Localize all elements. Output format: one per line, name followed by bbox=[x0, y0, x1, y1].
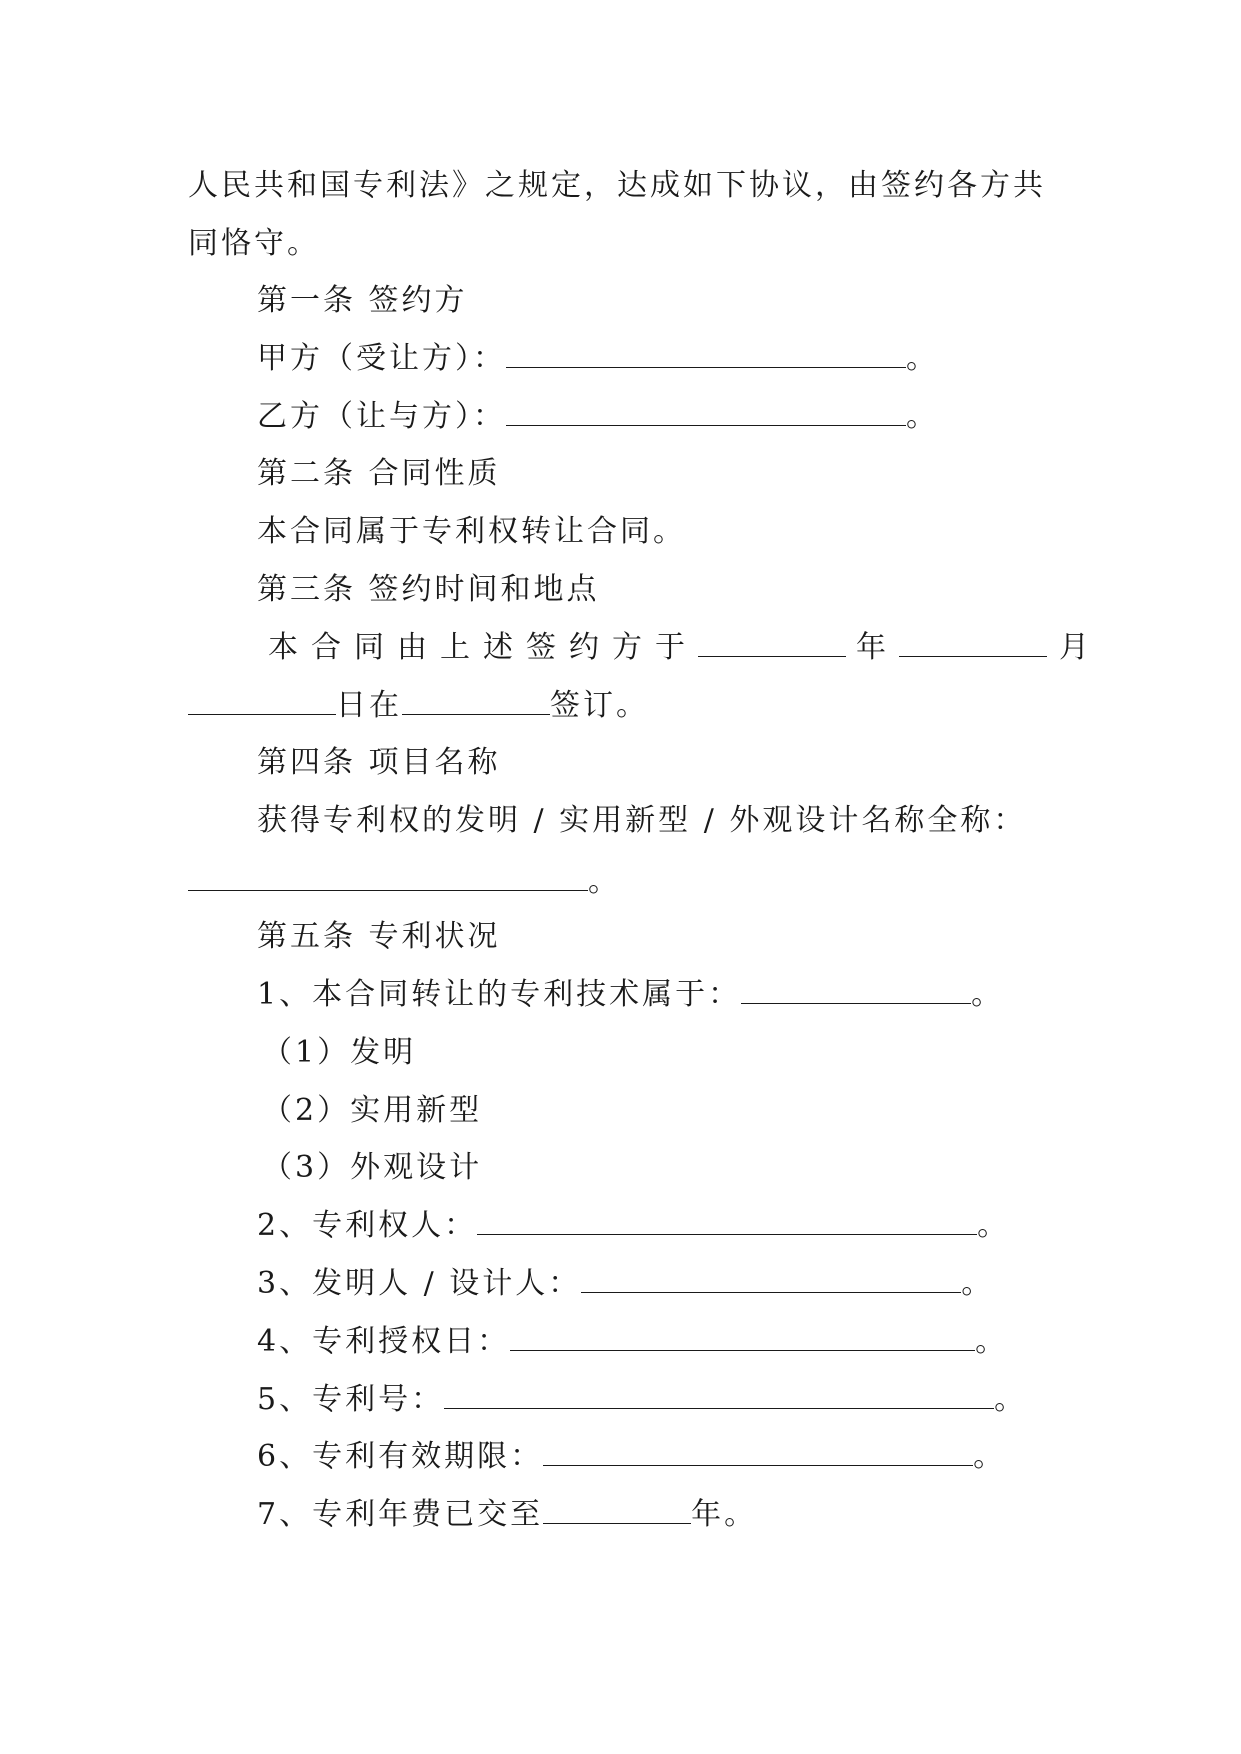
option-1 bbox=[262, 1033, 1241, 1073]
text: 。 bbox=[994, 1382, 1028, 1417]
text: 月 bbox=[1059, 630, 1092, 665]
text: 获得专利权的发明 / 实用新型 / 外观设计名称全称： bbox=[257, 803, 1027, 838]
paragraph-line bbox=[188, 166, 1241, 206]
text: 。 bbox=[971, 977, 1005, 1012]
article-4-blank-line bbox=[188, 862, 1241, 902]
text: 第五条 专利状况 bbox=[257, 919, 501, 954]
text: 第一条 签约方 bbox=[257, 283, 468, 318]
item-1 bbox=[257, 975, 1241, 1015]
day-blank bbox=[188, 688, 336, 715]
text: 2、专利权人： bbox=[257, 1208, 478, 1243]
text: （2）实用新型 bbox=[262, 1093, 483, 1128]
item-2 bbox=[257, 1206, 1241, 1246]
text: 。 bbox=[973, 1439, 1007, 1474]
text: 本合同由上述签约方于 bbox=[268, 630, 698, 665]
article-1-title bbox=[257, 281, 1241, 321]
party-b-blank bbox=[506, 399, 906, 426]
item-5 bbox=[257, 1380, 1241, 1420]
text: 年 bbox=[856, 630, 889, 665]
text: 人民共和国专利法》之规定，达成如下协议，由签约各方共 bbox=[188, 168, 1046, 203]
text: 。 bbox=[588, 864, 621, 899]
text: 4、专利授权日： bbox=[257, 1324, 511, 1359]
text: 5、专利号： bbox=[257, 1382, 445, 1417]
article-3-title bbox=[257, 570, 1241, 610]
text: 。 bbox=[961, 1266, 995, 1301]
item-2-blank bbox=[477, 1208, 977, 1235]
item-6 bbox=[257, 1437, 1241, 1477]
party-b-label: 乙方（让与方）： bbox=[257, 399, 506, 434]
party-a-line bbox=[257, 339, 1241, 379]
article-4-text bbox=[257, 801, 1241, 841]
article-2-text bbox=[257, 512, 1241, 552]
text: 1、本合同转让的专利技术属于： bbox=[257, 977, 742, 1012]
party-b-line bbox=[257, 397, 1241, 437]
item-7-blank bbox=[543, 1497, 691, 1524]
text: （3）外观设计 bbox=[262, 1150, 483, 1185]
article-4-title bbox=[257, 743, 1241, 783]
text: 。 bbox=[977, 1208, 1011, 1243]
text: 第三条 签约时间和地点 bbox=[257, 572, 600, 607]
option-2 bbox=[262, 1091, 1241, 1131]
place-blank bbox=[402, 688, 550, 715]
name-blank bbox=[188, 864, 588, 891]
year-blank bbox=[698, 630, 846, 657]
text: 。 bbox=[906, 341, 939, 376]
month-blank bbox=[899, 630, 1047, 657]
text: 6、专利有效期限： bbox=[257, 1439, 544, 1474]
text: 。 bbox=[906, 399, 939, 434]
party-a-label: 甲方（受让方）： bbox=[257, 341, 506, 376]
text: 同恪守。 bbox=[188, 226, 320, 261]
text: 3、发明人 / 设计人： bbox=[257, 1266, 582, 1301]
item-7 bbox=[257, 1495, 1241, 1535]
item-4 bbox=[257, 1322, 1241, 1362]
article-5-title bbox=[257, 917, 1241, 957]
text: 日在 bbox=[336, 688, 402, 723]
text: 第四条 项目名称 bbox=[257, 745, 501, 780]
article-3-line-1 bbox=[268, 628, 1241, 668]
article-3-line-2 bbox=[188, 686, 1241, 726]
text: 7、专利年费已交至 bbox=[257, 1497, 544, 1532]
text: （1）发明 bbox=[262, 1035, 417, 1070]
option-3 bbox=[262, 1148, 1241, 1188]
article-2-title bbox=[257, 454, 1241, 494]
item-1-blank bbox=[741, 977, 971, 1004]
item-3 bbox=[257, 1264, 1241, 1304]
item-3-blank bbox=[581, 1266, 961, 1293]
text: 第二条 合同性质 bbox=[257, 456, 501, 491]
item-5-blank bbox=[444, 1382, 994, 1409]
item-6-blank bbox=[543, 1439, 973, 1466]
text: 本合同属于专利权转让合同。 bbox=[257, 514, 686, 549]
text: 年。 bbox=[691, 1497, 758, 1532]
text: 签订。 bbox=[550, 688, 649, 723]
party-a-blank bbox=[506, 341, 906, 368]
paragraph-line bbox=[188, 224, 1241, 264]
item-4-blank bbox=[510, 1324, 975, 1351]
text: 。 bbox=[975, 1324, 1009, 1359]
